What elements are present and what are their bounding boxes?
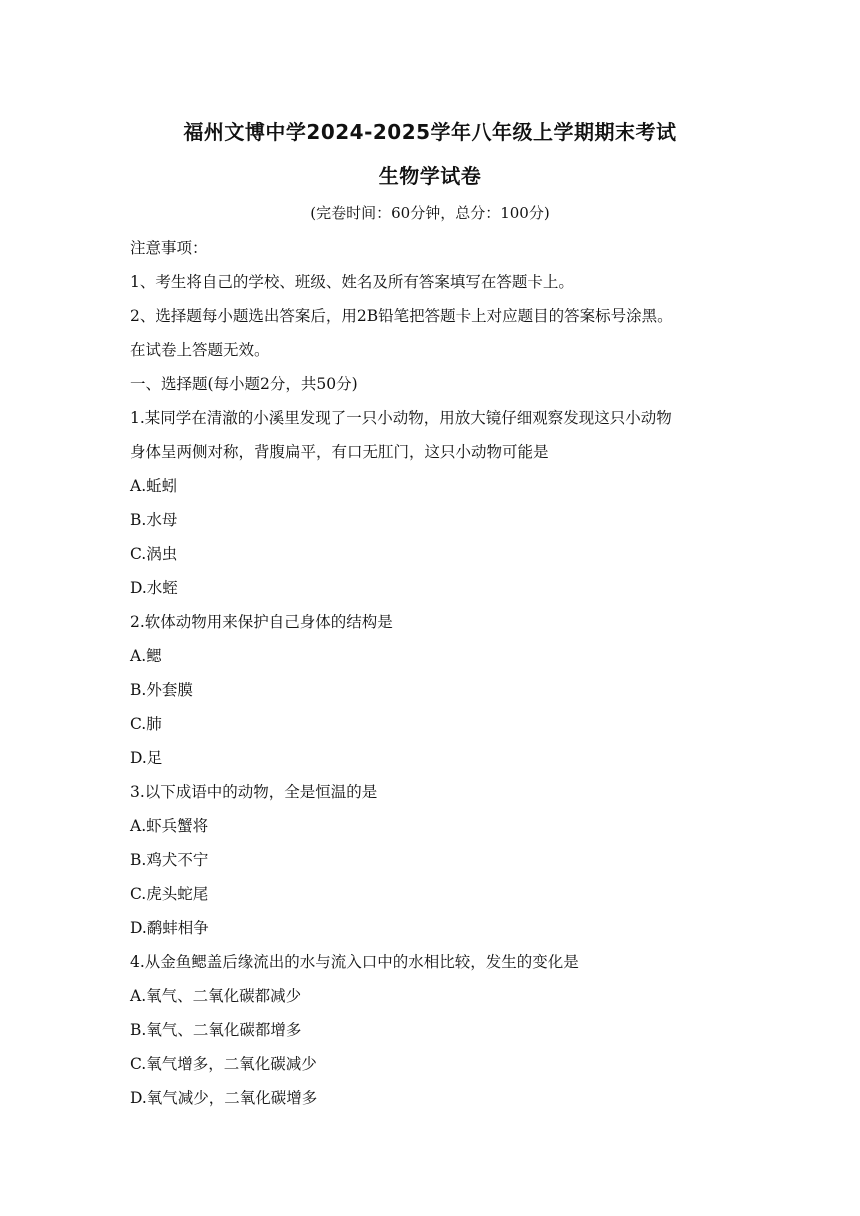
answer-option: B.鸡犬不宁	[130, 851, 209, 869]
answer-option: A.蚯蚓	[130, 477, 178, 495]
exam-info: (完卷时间：60分钟，总分：100分)	[310, 204, 550, 222]
notice-item: 1、考生将自己的学校、班级、姓名及所有答案填写在答题卡上。	[130, 273, 574, 291]
answer-option: A.鳃	[130, 647, 162, 665]
answer-option: C.虎头蛇尾	[130, 885, 209, 903]
question-stem: 2.软体动物用来保护自己身体的结构是	[130, 613, 393, 631]
answer-option: C.氧气增多，二氧化碳减少	[130, 1055, 317, 1073]
answer-option: D.鹬蚌相争	[130, 919, 209, 937]
question-stem: 4.从金鱼鳃盖后缘流出的水与流入口中的水相比较，发生的变化是	[130, 953, 579, 971]
answer-option: C.涡虫	[130, 545, 178, 563]
notice-item: 2、选择题每小题选出答案后，用2B铅笔把答题卡上对应题目的答案标号涂黑。	[130, 307, 673, 325]
exam-title: 福州文博中学2024-2025学年八年级上学期期末考试	[183, 120, 677, 144]
section-heading: 一、选择题(每小题2分，共50分)	[130, 375, 358, 393]
answer-option: C.肺	[130, 715, 162, 733]
answer-option: B.水母	[130, 511, 178, 529]
question-stem: 1.某同学在清澈的小溪里发现了一只小动物，用放大镜仔细观察发现这只小动物	[130, 409, 672, 427]
answer-option: A.氧气、二氧化碳都减少	[130, 987, 302, 1005]
answer-option: D.水蛭	[130, 579, 178, 597]
subject-title: 生物学试卷	[378, 164, 482, 188]
answer-option: B.氧气、二氧化碳都增多	[130, 1021, 302, 1039]
answer-option: D.氧气减少，二氧化碳增多	[130, 1089, 318, 1107]
question-stem: 身体呈两侧对称，背腹扁平，有口无肛门，这只小动物可能是	[130, 443, 549, 461]
answer-option: A.虾兵蟹将	[130, 817, 209, 835]
notice-item: 在试卷上答题无效。	[130, 341, 270, 359]
answer-option: D.足	[130, 749, 163, 767]
question-stem: 3.以下成语中的动物，全是恒温的是	[130, 783, 378, 801]
notice-heading: 注意事项：	[130, 239, 208, 257]
answer-option: B.外套膜	[130, 681, 193, 699]
